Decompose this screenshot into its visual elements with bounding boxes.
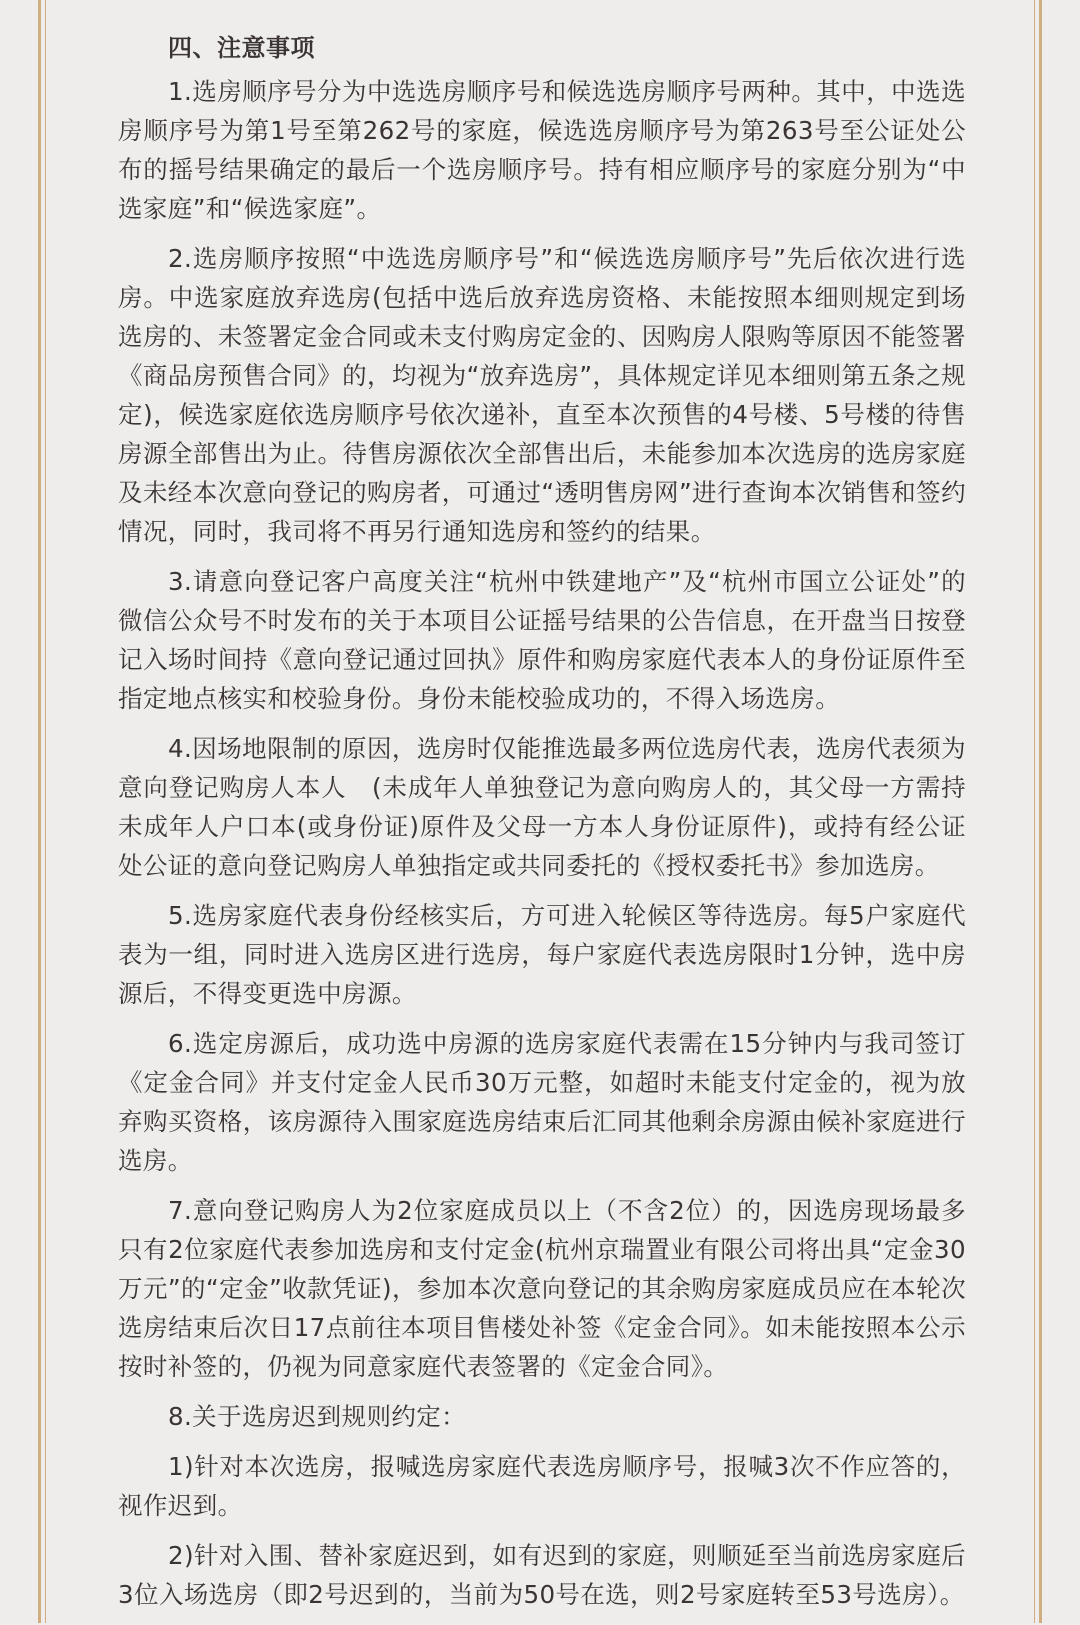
- frame-border-right-outer: [1039, 0, 1042, 1623]
- frame-border-right-inner: [1034, 0, 1035, 1623]
- paragraph-8-rule-2: 2)针对入围、替补家庭迟到，如有迟到的家庭，则顺延至当前选房家庭后3位入场选房（即2号迟到的，当前为50号在选，则2号家庭转至53号选房）。: [118, 1541, 966, 1609]
- paragraph-4: 4.因场地限制的原因，选房时仅能推选最多两位选房代表，选房代表须为意向登记购房人本人 (未成年人单独登记为意向购房人的，其父母一方需持未成年人户口本(或身份证)原件及父母一方本人身份证原件)，或持有经公证处公证的意向登记购房人单独指定或共同委托的《授权委托书》参加选房。: [118, 734, 966, 880]
- notice-document: [118, 28, 966, 1625]
- paragraph-8: 8.关于选房迟到规则约定：: [168, 1402, 467, 1431]
- paragraph-3: 3.请意向登记客户高度关注“杭州中铁建地产”及“杭州市国立公证处”的微信公众号不时发布的关于本项目公证摇号结果的公告信息，在开盘当日按登记入场时间持《意向登记通过回执》原件和购房家庭代表本人的身份证原件至指定地点核实和校验身份。身份未能校验成功的，不得入场选房。: [118, 567, 966, 713]
- paragraph-1: 1.选房顺序号分为中选选房顺序号和候选选房顺序号两种。其中，中选选房顺序号为第1号至第262号的家庭，候选选房顺序号为第263号至公证处公布的摇号结果确定的最后一个选房顺序号。持有相应顺序号的家庭分别为“中选家庭”和“候选家庭”。: [118, 77, 966, 223]
- section-heading: 四、注意事项: [168, 34, 315, 62]
- paragraph-5: 5.选房家庭代表身份经核实后，方可进入轮候区等待选房。每5户家庭代表为一组，同时进入选房区进行选房，每户家庭代表选房限时1分钟，选中房源后，不得变更选中房源。: [118, 901, 966, 1008]
- frame-border-left-outer: [38, 0, 41, 1623]
- frame-border-left-inner: [45, 0, 46, 1623]
- paragraph-6: 6.选定房源后，成功选中房源的选房家庭代表需在15分钟内与我司签订《定金合同》并支付定金人民币30万元整，如超时未能支付定金的，视为放弃购买资格，该房源待入围家庭选房结束后汇同其他剩余房源由候补家庭进行选房。: [118, 1029, 966, 1175]
- paragraph-8-rule-1: 1)针对本次选房，报喊选房家庭代表选房顺序号，报喊3次不作应答的，视作迟到。: [118, 1452, 966, 1520]
- paragraph-7: 7.意向登记购房人为2位家庭成员以上（不含2位）的，因选房现场最多只有2位家庭代表参加选房和支付定金(杭州京瑞置业有限公司将出具“定金30万元”的“定金”收款凭证)，参加本次意向登记的其余购房家庭成员应在本轮次选房结束后次日17点前往本项目售楼处补签《定金合同》。如未能按照本公示按时补签的，仍视为同意家庭代表签署的《定金合同》。: [118, 1196, 966, 1381]
- paragraph-2: 2.选房顺序按照“中选选房顺序号”和“候选选房顺序号”先后依次进行选房。中选家庭放弃选房(包括中选后放弃选房资格、未能按照本细则规定到场选房的、未签署定金合同或未支付购房定金的、因购房人限购等原因不能签署《商品房预售合同》的，均视为“放弃选房”，具体规定详见本细则第五条之规定)，候选家庭依选房顺序号依次递补，直至本次预售的4号楼、5号楼的待售房源全部售出为止。待售房源依次全部售出后，未能参加本次选房的选房家庭及未经本次意向登记的购房者，可通过“透明售房网”进行查询本次销售和签约情况，同时，我司将不再另行通知选房和签约的结果。: [118, 244, 966, 546]
